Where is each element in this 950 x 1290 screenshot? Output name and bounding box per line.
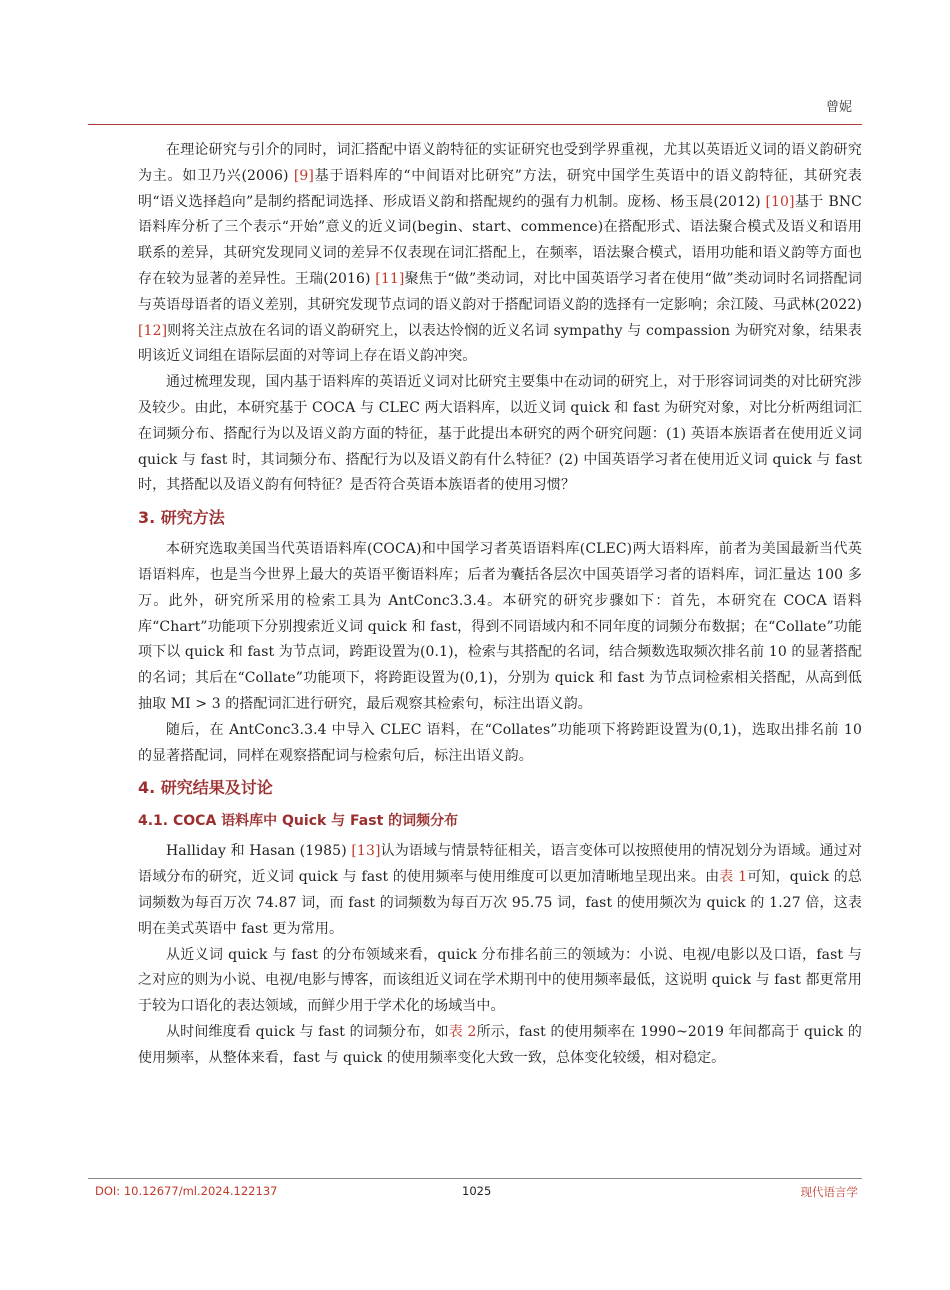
text-run: 基于语料库的“中间语对比研究”方法，研究中国学生英语中的语义韵特征，其研究表明“语义选择趋向”是制约搭配词选择、形成语义韵和搭配规约的强有力机制。庞杨、杨玉晨(2012) — [138, 167, 862, 210]
text-run: 认为语域与情景特征相关，语言变体可以按照使用的情况划分为语域。通过对语域分布的研究，近义词 quick 与 fast 的使用频率与使用维度可以更加清晰地呈现出来。由 — [138, 843, 862, 886]
subsection-heading-coca-frequency: 4.1. COCA 语料库中 Quick 与 Fast 的词频分布 — [138, 813, 459, 830]
citation-link-10[interactable]: [10] — [765, 193, 795, 210]
text-run: 基于 BNC 语料库分析了三个表示“开始”意义的近义词(begin、start、commence)在搭配形式、语法聚合模式及语义和语用联系的差异，其研究发现同义词的差异不仅表现在词汇搭配上，在频率，语法聚合模式，语用功能和语义韵等方面也存在较为显著的差异性。王瑞(2016) — [138, 193, 862, 287]
text-run: 则将关注点放在名词的语义韵研究上，以表达怜悯的近义名词 sympathy 与 compassion 为研究对象，结果表明该近义词组在语际层面的对等词上存在语义韵冲突。 — [138, 322, 862, 365]
paragraph-register-distribution — [138, 943, 862, 1020]
text-run: 聚焦于“做”类动词，对比中国英语学习者在使用“做”类动词时名词搭配词与英语母语者的语义差别，其研究发现节点词的语义韵对于搭配词语义韵的选择有一定影响；余江陵、马武林(2022) — [138, 270, 862, 313]
section-heading-results: 4. 研究结果及讨论 — [138, 778, 273, 798]
citation-link-13[interactable]: [13] — [351, 843, 381, 860]
paragraph-research-questions — [138, 370, 862, 499]
paragraph-clec-procedure — [138, 718, 862, 770]
text-run: 在理论研究与引介的同时，词汇搭配中语义韵特征的实证研究也受到学界重视，尤其以英语近义词的语义韵研究为主。如卫乃兴(2006) — [138, 142, 862, 184]
text-run: 通过梳理发现，国内基于语料库的英语近义词对比研究主要集中在动词的研究上，对于形容词词类的对比研究涉及较少。由此，本研究基于 COCA 与 CLEC 两大语料库，以近义词 quick 和 fast 为研究对象，对比分析两组词汇在词频分布、搭配行为以及语义韵方面的特征，基于此提出本研究的两个研究问题：(1) 英语本族语者在使用近义词 quick 与 fast 时，其词频分布、搭配行为以及语义韵有什么特征？(2) 中国英语学习者在使用近义词 quick 与 fast 时，其搭配以及语义韵有何特征？是否符合英语本族语者的使用习惯？ — [138, 374, 862, 494]
text-run: 随后，在 AntConc3.3.4 中导入 CLEC 语料，在“Collates”功能项下将跨距设置为(0,1)，选取出排名前 10 的显著搭配词，同样在观察搭配词与检索句后，标注出语义韵。 — [138, 721, 862, 764]
text-run: 可知，quick 的总词频数为每百万次 74.87 词，而 fast 的词频数为每百万次 95.75 词，fast 的使用频次为 quick 的 1.27 倍，这表明在美式英语中 fast 更为常用。 — [138, 869, 862, 937]
citation-link-12[interactable]: [12] — [138, 322, 168, 339]
citation-link-11[interactable]: [11] — [375, 270, 405, 287]
paragraph-prior-studies — [138, 138, 862, 370]
article-body — [138, 138, 862, 1072]
footer-divider — [88, 1178, 862, 1179]
paragraph-register-frequency — [138, 839, 862, 942]
footer-journal-name: 现代语言学 — [800, 1185, 858, 1199]
paragraph-time-distribution — [138, 1020, 862, 1072]
text-run: Halliday 和 Hasan (1985) — [166, 843, 352, 860]
table-2-link[interactable]: 表 2 — [448, 1023, 477, 1040]
running-header-author: 曾妮 — [825, 100, 852, 115]
section-heading-methods: 3. 研究方法 — [138, 508, 225, 528]
footer-doi-link[interactable]: DOI: 10.12677/ml.2024.122137 — [95, 1184, 278, 1198]
text-run: 从时间维度看 quick 与 fast 的词频分布，如 — [166, 1023, 449, 1040]
table-1-link[interactable]: 表 1 — [719, 869, 748, 886]
text-run: 本研究选取美国当代英语语料库(COCA)和中国学习者英语语料库(CLEC)两大语料库，前者为美国最新当代英语语料库，也是当今世界上最大的英语平衡语料库；后者为囊括各层次中国英语学习者的语料库，词汇量达 100 多万。此外，研究所采用的检索工具为 AntConc3.3.4。本研究的研究步骤如下：首先，本研究在 COCA 语料库“Chart”功能项下分别搜索近义词 quick 和 fast，得到不同语域内和不同年度的词频分布数据；在“Collate”功能项下以 quick 和 fast 为节点词，跨距设置为(0.1)，检索与其搭配的名词，结合频数选取频次排名前 10 的显著搭配的名词；其后在“Collate”功能项下，将跨距设置为(0,1)，分别为 quick 和 fast 为节点词检索相关搭配，从高到低抽取 MI > 3 的搭配词汇进行研究，最后观察其检索句，标注出语义韵。 — [138, 541, 862, 712]
header-divider — [88, 124, 862, 125]
citation-link-9[interactable]: [9] — [293, 167, 314, 184]
paragraph-methods — [138, 537, 862, 718]
text-run: 从近义词 quick 与 fast 的分布领域来看，quick 分布排名前三的领域为：小说、电视/电影以及口语，fast 与之对应的则为小说、电视/电影与博客，而该组近义词在学术期刊中的使用频率最低，这说明 quick 与 fast 都更常用于较为口语化的表达领域，而鲜少用于学术化的场域当中。 — [138, 946, 862, 1015]
footer-page-number: 1025 — [462, 1184, 492, 1198]
text-run: 所示，fast 的使用频率在 1990~2019 年间都高于 quick 的使用频率，从整体来看，fast 与 quick 的使用频率变化大致一致，总体变化较缓，相对稳定。 — [138, 1023, 862, 1066]
